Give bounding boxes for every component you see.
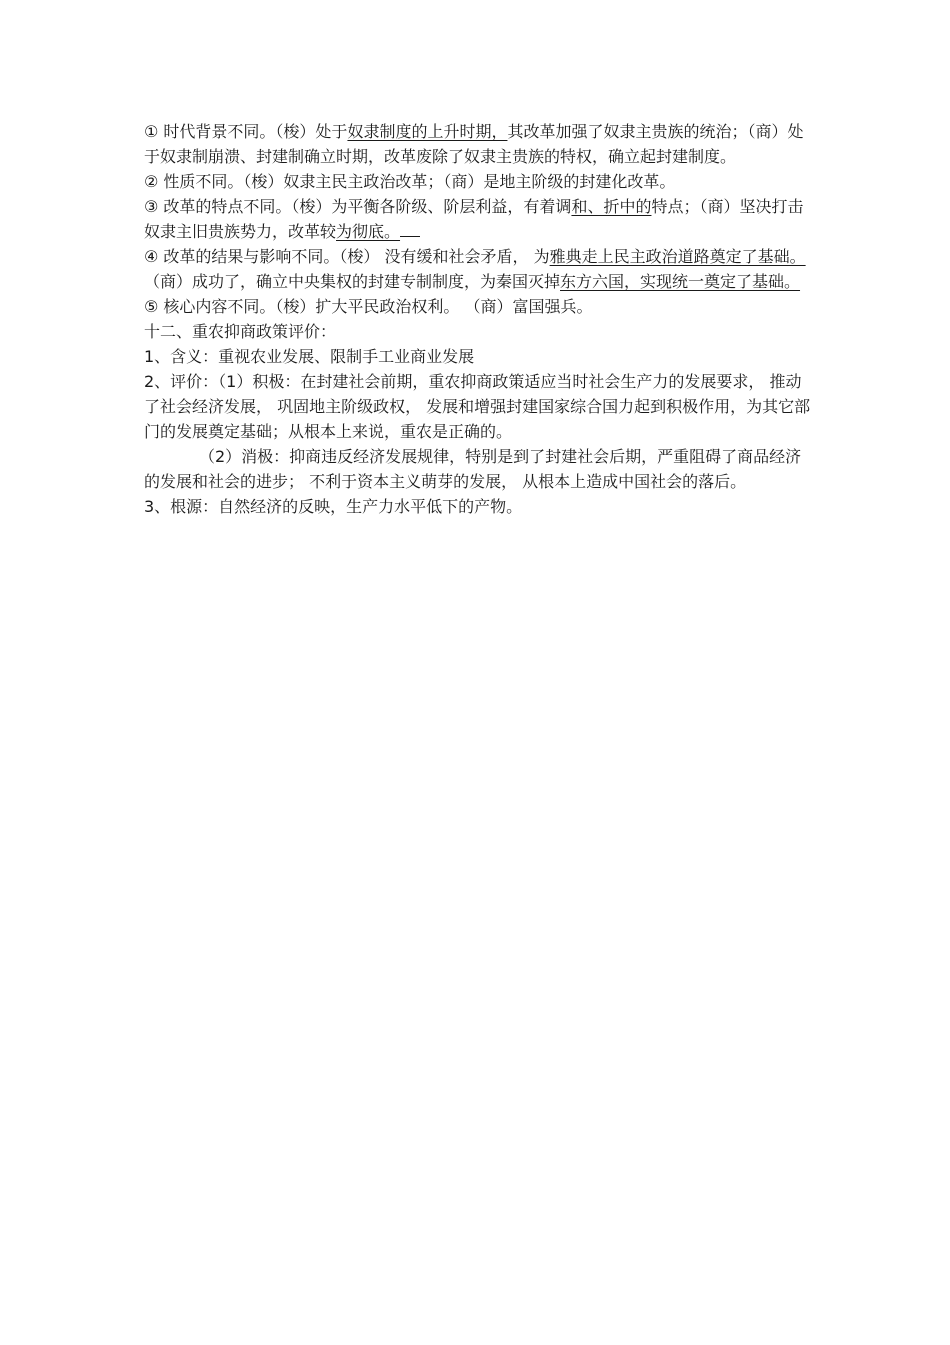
text-segment: 十二、重农抑商政策评价：	[144, 322, 337, 341]
text-segment: ① 时代背景不同。（梭）处于	[144, 122, 348, 141]
text-segment: 其改革加强了奴隶主贵族的统治；（商）处于奴隶制崩溃、封建制确立时期，改革废除了奴隶主贵族的特权，确立起封建制度。	[144, 122, 804, 166]
text-segment: 1、含义：重视农业发展、限制手工业商业发展	[144, 347, 475, 366]
text-segment: （商）成功了，确立中央集权的封建专制制度，为秦国灭掉	[144, 272, 561, 291]
comparison-characteristics	[144, 194, 812, 244]
item-evaluation-negative	[144, 444, 812, 494]
document-body	[144, 119, 812, 519]
underlined-text: 为彻底。	[336, 222, 401, 241]
comparison-results	[144, 244, 812, 294]
comparison-time-background	[144, 119, 812, 169]
text-segment: ② 性质不同。（梭）奴隶主民主政治改革；（商）是地主阶级的封建化改革。	[144, 172, 676, 191]
text-segment: 2、评价：（1）积极：在封建社会前期，重农抑商政策适应当时社会生产力的发展要求， 推动了社会经济发展， 巩固地主阶级政权， 发展和增强封建国家综合国力起到积极作用，为其它部门的发展奠定基础；从根本上来说，重农是正确的。	[144, 372, 811, 441]
underline-blank	[400, 219, 420, 237]
underlined-text: 东方六国，实现统一奠定了基础。	[560, 272, 801, 291]
text-segment: 特点；（商）坚决打击奴隶主旧贵族势力，改革较	[144, 197, 804, 241]
text-segment: ④ 改革的结果与影响不同。（梭） 没有缓和社会矛盾， 为	[144, 247, 550, 266]
text-segment: ⑤ 核心内容不同。（梭）扩大平民政治权利。 （商）富国强兵。	[144, 297, 593, 316]
item-origin	[144, 494, 812, 519]
item-meaning	[144, 344, 812, 369]
comparison-core-content	[144, 294, 812, 319]
underlined-text: 奴隶制度的上升时期，	[347, 122, 508, 141]
underlined-text: 和、折中的	[571, 197, 652, 216]
text-segment: （2）消极：抑商违反经济发展规律，特别是到了封建社会后期，严重阻碍了商品经济的发展和社会的进步； 不利于资本主义萌芽的发展， 从根本上造成中国社会的落后。	[144, 447, 802, 491]
comparison-nature	[144, 169, 812, 194]
section-heading-12	[144, 319, 812, 344]
text-segment: 3、根源：自然经济的反映，生产力水平低下的产物。	[144, 497, 523, 516]
text-segment: ③ 改革的特点不同。（梭）为平衡各阶级、阶层利益，有着调	[144, 197, 572, 216]
underlined-text: 雅典走上民主政治道路奠定了基础。	[549, 247, 806, 266]
item-evaluation-positive	[144, 369, 812, 444]
